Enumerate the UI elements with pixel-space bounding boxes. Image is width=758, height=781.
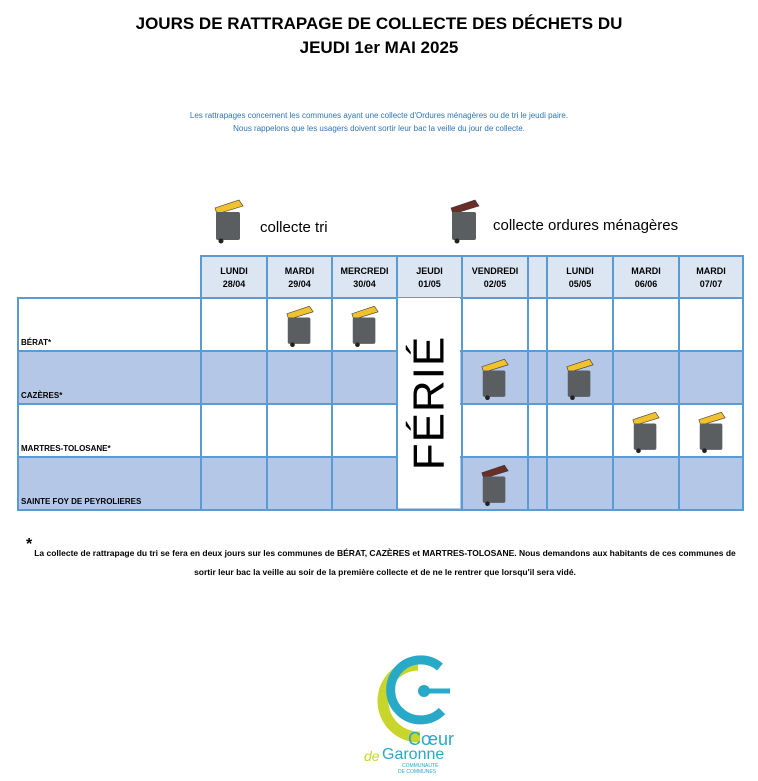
yellow-lid-bin-icon [349, 302, 381, 353]
ferie-column [398, 298, 460, 508]
gap-cell [527, 403, 548, 458]
column-header [396, 255, 463, 299]
table-cell [612, 297, 680, 352]
column-header [266, 255, 333, 299]
table-cell [331, 403, 398, 458]
row-label-cell [17, 456, 202, 511]
table-cell [678, 403, 744, 458]
column-header-date: 01/05 [418, 279, 441, 289]
table-cell [546, 456, 614, 511]
yellow-lid-bin-icon [564, 355, 596, 406]
brown-lid-bin-icon [479, 461, 511, 512]
column-header [546, 255, 614, 299]
yellow-lid-bin-icon [212, 196, 246, 249]
gap-cell [527, 456, 548, 511]
yellow-lid-bin-icon [696, 408, 728, 459]
footnote-line1: La collecte de rattrapage du tri se fera en deux jours sur les communes de BÉRAT, CAZÈRES et MARTRES-TOLOSANE. Nous demandons aux habitants de ces communes de [34, 548, 736, 558]
table-cell [200, 403, 268, 458]
table-cell [266, 456, 333, 511]
table-cell [200, 350, 268, 405]
logo-word-de: de [364, 748, 380, 764]
table-cell [266, 403, 333, 458]
table-cell [678, 350, 744, 405]
yellow-lid-bin-icon [479, 355, 511, 406]
commune-name: CAZÈRES* [21, 391, 63, 400]
table-cell [678, 297, 744, 352]
table-cell [331, 350, 398, 405]
row-label-cell [17, 350, 202, 405]
column-header-date: 30/04 [353, 279, 376, 289]
column-header-day: MARDI [696, 266, 726, 276]
intro-line2: Nous rappelons que les usagers doivent sortir leur bac la veille du jour de collecte. [233, 124, 525, 133]
table-cell [612, 456, 680, 511]
table-cell [266, 297, 333, 352]
yellow-lid-bin-icon [630, 408, 662, 459]
table-cell [331, 456, 398, 511]
table-cell [546, 297, 614, 352]
page-title-line2: JEUDI 1er MAI 2025 [299, 38, 459, 57]
logo-sub1: COMMUNAUTÉ [402, 763, 439, 769]
column-header-date: 06/06 [634, 279, 658, 289]
logo-word-garonne: Garonne [382, 746, 445, 763]
row-label-cell [17, 297, 202, 352]
yellow-lid-bin-icon [284, 302, 316, 353]
column-header-day: MERCREDI [340, 266, 389, 276]
column-header-day: MARDI [631, 266, 661, 276]
column-header-day: MARDI [284, 266, 315, 276]
commune-name: MARTRES-TOLOSANE* [21, 444, 111, 453]
table-cell [331, 297, 398, 352]
table-cell [200, 456, 268, 511]
column-header [331, 255, 398, 299]
commune-name: SAINTE FOY DE PEYROLIERES [21, 497, 142, 506]
page-title-line1: JOURS DE RATTRAPAGE DE COLLECTE DES DÉCHETS DU [135, 14, 623, 33]
coeur-de-garonne-logo [360, 645, 470, 775]
gap-cell [527, 350, 548, 405]
column-header-date: 07/07 [699, 279, 723, 289]
table-cell [461, 456, 529, 511]
column-header [612, 255, 680, 299]
gap-cell [527, 297, 548, 352]
table-cell [461, 350, 529, 405]
table-cell [546, 350, 614, 405]
table-cell [612, 403, 680, 458]
legend-om-label: collecte ordures ménagères [493, 217, 679, 234]
column-header-day: VENDREDI [471, 266, 519, 276]
column-header-day: JEUDI [416, 266, 443, 276]
commune-name: BÉRAT* [21, 338, 52, 347]
column-header-day: LUNDI [220, 266, 248, 276]
column-header-day: LUNDI [566, 266, 594, 276]
intro-line1: Les rattrapages concernent les communes ayant une collecte d'Ordures ménagères ou de tri le jeudi paire. [189, 111, 569, 120]
row-label-cell [17, 403, 202, 458]
column-header [200, 255, 268, 299]
legend-tri-label: collecte tri [260, 219, 328, 236]
column-header [678, 255, 744, 299]
table-cell [266, 350, 333, 405]
table-cell [200, 297, 268, 352]
footnote-star: * [26, 536, 33, 553]
ferie-label: FÉRIÉ [404, 335, 454, 471]
column-header-date: 29/04 [288, 279, 311, 289]
footnote-line2: sortir leur bac la veille au soir de la première collecte et de ne le rentrer que lorsqu'il sera vidé. [194, 567, 576, 577]
column-gap-header [527, 255, 548, 299]
table-cell [612, 350, 680, 405]
column-header-date: 05/05 [568, 279, 592, 289]
brown-lid-bin-icon [448, 196, 482, 249]
logo-sub2: DE COMMUNES [398, 769, 437, 775]
table-cell [461, 403, 529, 458]
column-header [461, 255, 529, 299]
column-header-date: 28/04 [222, 279, 246, 289]
table-cell [546, 403, 614, 458]
table-cell [461, 297, 529, 352]
column-header-date: 02/05 [483, 279, 507, 289]
table-cell [678, 456, 744, 511]
logo-word-coeur: Cœur [408, 729, 454, 749]
